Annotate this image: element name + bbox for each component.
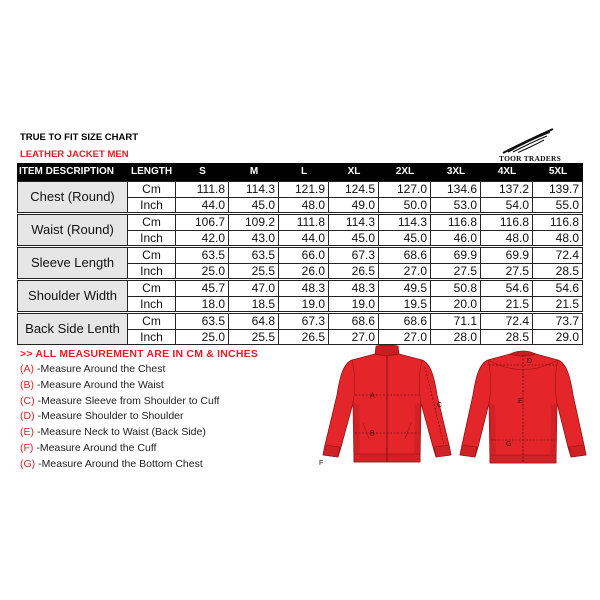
unit-label-cell: Inch (128, 264, 176, 280)
size-value-cell: 121.9 (279, 182, 329, 198)
size-value-cell: 137.2 (481, 182, 533, 198)
header-size-s: S (199, 166, 206, 177)
size-value-cell: 50.0 (379, 198, 431, 214)
size-value-cell: 48.0 (279, 198, 329, 214)
size-value-cell: 21.5 (481, 297, 533, 313)
size-value-cell: 72.4 (533, 248, 583, 264)
size-value-cell: 43.0 (229, 231, 279, 247)
size-value-cell: 27.0 (379, 330, 431, 346)
size-value-cell: 28.5 (481, 330, 533, 346)
label-g: G (506, 441, 512, 448)
size-value-cell: 67.3 (279, 314, 329, 330)
size-value-cell: 54.0 (481, 198, 533, 214)
unit-label-cell: Inch (128, 330, 176, 346)
size-value-cell: 139.7 (533, 182, 583, 198)
size-value-cell: 27.5 (431, 264, 481, 280)
jacket-front-collar (375, 345, 399, 356)
legend-item (20, 378, 219, 394)
legend-text: -Measure Around the Cuff (36, 441, 157, 454)
size-value-cell: 44.0 (176, 198, 229, 214)
size-value-cell: 116.8 (533, 215, 583, 231)
size-value-cell: 48.0 (533, 231, 583, 247)
size-value-cell: 27.0 (329, 330, 379, 346)
header-size-4xl: 4XL (497, 166, 517, 177)
size-value-cell: 45.0 (229, 198, 279, 214)
unit-label-cell: Cm (128, 215, 176, 231)
header-size-5xl: 5XL (548, 166, 568, 177)
size-value-cell: 49.5 (379, 281, 431, 297)
size-value-cell: 46.0 (431, 231, 481, 247)
item-description-cell: Sleeve Length (18, 248, 128, 279)
chart-subtitle: LEATHER JACKET MEN (20, 149, 129, 160)
size-value-cell: 26.0 (279, 264, 329, 280)
legend-item (20, 362, 219, 378)
swoosh-logo-icon (502, 128, 554, 154)
label-b: B (370, 430, 375, 438)
size-value-cell: 71.1 (431, 314, 481, 330)
size-value-cell: 54.6 (481, 281, 533, 297)
legend-text: -Measure Around the Waist (37, 378, 164, 391)
label-a: A (370, 392, 375, 400)
measurement-row-group (17, 214, 583, 246)
size-value-cell: 45.0 (379, 231, 431, 247)
header-item-description: ITEM DESCRIPTION (19, 166, 115, 177)
size-value-cell: 114.3 (229, 182, 279, 198)
size-value-cell: 116.8 (431, 215, 481, 231)
size-value-cell: 68.6 (379, 314, 431, 330)
legend-item (20, 409, 219, 425)
legend-key: (E) (20, 426, 34, 439)
item-description-cell: Back Side Lenth (18, 314, 128, 345)
header-size-2xl: 2XL (395, 166, 415, 177)
jacket-front-diagram (318, 345, 458, 470)
size-value-cell: 134.6 (431, 182, 481, 198)
size-value-cell: 19.0 (279, 297, 329, 313)
units-note: >> ALL MEASUREMENT ARE IN CM & INCHES (20, 348, 259, 360)
legend-text: -Measure Shoulder to Shoulder (37, 410, 184, 423)
unit-label-cell: Cm (128, 281, 176, 297)
size-value-cell: 111.8 (176, 182, 229, 198)
jacket-back-diagram (458, 345, 590, 470)
legend-text: -Measure Sleeve from Shoulder to Cuff (37, 394, 220, 407)
size-value-cell: 106.7 (176, 215, 229, 231)
legend-key: (C) (20, 394, 35, 407)
unit-label-cell: Cm (128, 248, 176, 264)
unit-label-cell: Inch (128, 231, 176, 247)
label-e: E (518, 398, 523, 405)
unit-label-cell: Inch (128, 297, 176, 313)
size-value-cell: 19.5 (379, 297, 431, 313)
chart-title: TRUE TO FIT SIZE CHART (20, 132, 139, 143)
unit-label-cell: Cm (128, 182, 176, 198)
size-value-cell: 28.0 (431, 330, 481, 346)
item-description-cell: Shoulder Width (18, 281, 128, 312)
size-value-cell: 48.3 (279, 281, 329, 297)
size-value-cell: 25.0 (176, 330, 229, 346)
legend-text: -Measure Around the Bottom Chest (38, 457, 203, 470)
table-body (17, 181, 583, 345)
size-value-cell: 26.5 (329, 264, 379, 280)
size-value-cell: 64.8 (229, 314, 279, 330)
legend-key: (G) (20, 457, 36, 470)
size-value-cell: 69.9 (481, 248, 533, 264)
legend-item (20, 394, 219, 410)
size-value-cell: 20.0 (431, 297, 481, 313)
legend-key: (F) (20, 441, 34, 454)
item-description-cell: Chest (Round) (18, 182, 128, 213)
size-value-cell: 68.6 (379, 248, 431, 264)
measurement-row-group (17, 313, 583, 345)
size-value-cell: 25.0 (176, 264, 229, 280)
size-value-cell: 63.5 (176, 314, 229, 330)
legend-item (20, 457, 219, 473)
size-value-cell: 27.0 (379, 264, 431, 280)
header-size-l: L (300, 166, 308, 177)
size-chart-table (17, 163, 583, 345)
size-value-cell: 25.5 (229, 264, 279, 280)
size-value-cell: 26.5 (279, 330, 329, 346)
legend-key: (B) (20, 378, 34, 391)
size-value-cell: 124.5 (329, 182, 379, 198)
size-value-cell: 45.7 (176, 281, 229, 297)
size-value-cell: 68.6 (329, 314, 379, 330)
label-f: F (319, 460, 324, 467)
size-value-cell: 29.0 (533, 330, 583, 346)
size-value-cell: 55.0 (533, 198, 583, 214)
brand-name: TOOR TRADERS (499, 154, 561, 163)
size-value-cell: 53.0 (431, 198, 481, 214)
size-value-cell: 48.0 (481, 231, 533, 247)
size-value-cell: 47.0 (229, 281, 279, 297)
size-value-cell: 67.3 (329, 248, 379, 264)
unit-label-cell: Cm (128, 314, 176, 330)
legend-text: -Measure Neck to Waist (Back Side) (37, 426, 206, 439)
label-c: C (437, 402, 443, 409)
size-value-cell: 63.5 (229, 248, 279, 264)
size-value-cell: 114.3 (379, 215, 431, 231)
size-value-cell: 45.0 (329, 231, 379, 247)
brand-logo (494, 126, 566, 163)
size-value-cell: 18.0 (176, 297, 229, 313)
size-value-cell: 42.0 (176, 231, 229, 247)
size-value-cell: 116.8 (481, 215, 533, 231)
measurement-row-group (17, 181, 583, 213)
size-value-cell: 27.5 (481, 264, 533, 280)
size-value-cell: 69.9 (431, 248, 481, 264)
unit-label-cell: Inch (128, 198, 176, 214)
label-d: D (527, 358, 533, 365)
legend-text: -Measure Around the Chest (37, 363, 166, 375)
size-value-cell: 50.8 (431, 281, 481, 297)
size-value-cell: 54.6 (533, 281, 583, 297)
size-value-cell: 28.5 (533, 264, 583, 280)
measurement-row-group (17, 247, 583, 279)
size-value-cell: 111.8 (279, 215, 329, 231)
legend-key: (A) (20, 363, 34, 375)
header-length: LENGTH (131, 166, 173, 177)
measurement-row-group (17, 280, 583, 312)
size-value-cell: 109.2 (229, 215, 279, 231)
legend-item (20, 425, 219, 441)
size-value-cell: 19.0 (329, 297, 379, 313)
size-value-cell: 48.3 (329, 281, 379, 297)
size-value-cell: 73.7 (533, 314, 583, 330)
size-value-cell: 18.5 (229, 297, 279, 313)
size-value-cell: 114.3 (329, 215, 379, 231)
measurement-legend (20, 362, 219, 473)
size-value-cell: 21.5 (533, 297, 583, 313)
size-value-cell: 66.0 (279, 248, 329, 264)
header-size-m: M (249, 166, 259, 177)
table-header-row (17, 163, 583, 181)
header-size-3xl: 3XL (446, 166, 466, 177)
size-value-cell: 72.4 (481, 314, 533, 330)
size-value-cell: 63.5 (176, 248, 229, 264)
size-value-cell: 25.5 (229, 330, 279, 346)
legend-item (20, 441, 219, 457)
legend-key: (D) (20, 410, 35, 423)
header-size-xl: XL (347, 166, 361, 177)
size-value-cell: 49.0 (329, 198, 379, 214)
size-value-cell: 127.0 (379, 182, 431, 198)
size-value-cell: 44.0 (279, 231, 329, 247)
item-description-cell: Waist (Round) (18, 215, 128, 246)
